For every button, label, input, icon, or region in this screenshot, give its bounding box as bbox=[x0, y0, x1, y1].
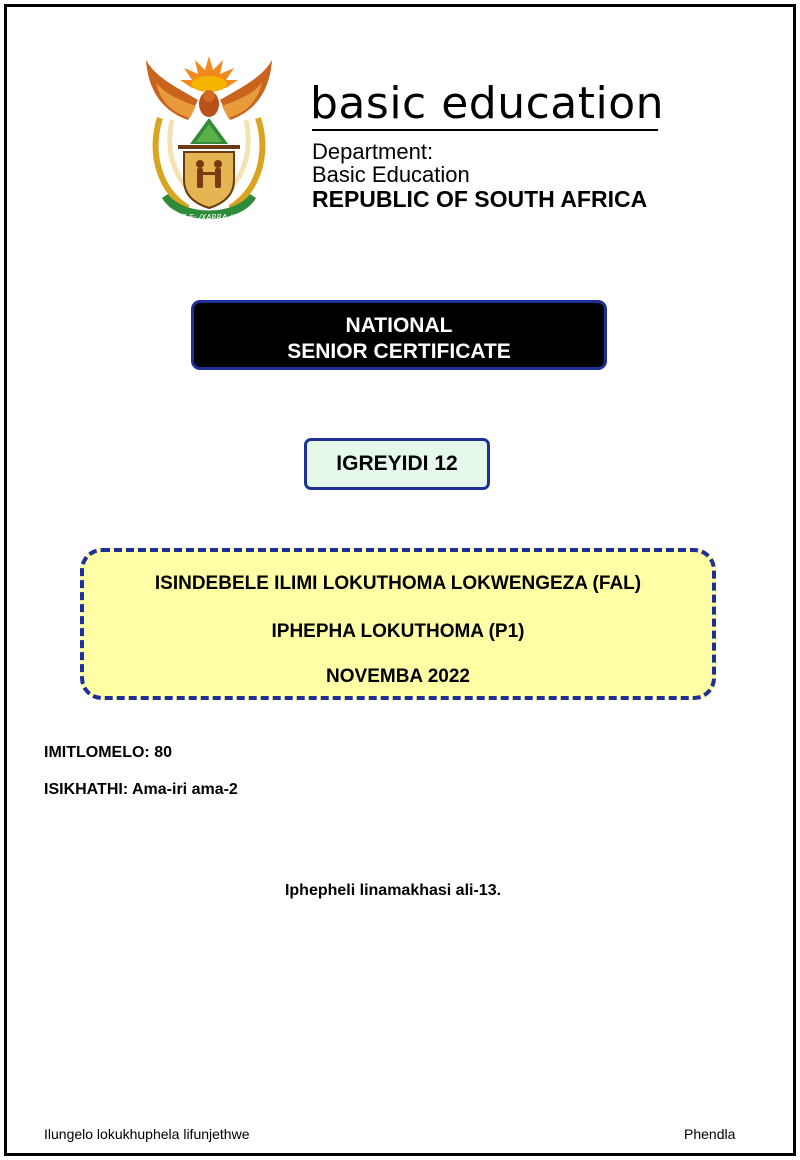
grade-badge: IGREYIDI 12 bbox=[304, 438, 490, 490]
country-name: REPUBLIC OF SOUTH AFRICA bbox=[312, 186, 648, 212]
subject-panel bbox=[80, 548, 716, 700]
marks-info: IMITLOMELO: 80 bbox=[44, 744, 172, 761]
department-label: Department: bbox=[312, 139, 434, 164]
subject-title: ISINDEBELE ILIMI LOKUTHOMA LOKWENGEZA (FAL) bbox=[154, 573, 642, 594]
copyright-notice: Ilungelo lokukhuphela lifunjethwe bbox=[44, 1126, 250, 1142]
time-info: ISIKHATHI: Ama-iri ama-2 bbox=[44, 781, 238, 798]
crest-motto: !KE E: /XARRA //KE bbox=[173, 213, 245, 222]
certificate-line-1: NATIONAL bbox=[345, 314, 453, 337]
department-name: Basic Education bbox=[312, 162, 470, 187]
brand-underline bbox=[312, 129, 658, 131]
coat-of-arms-logo bbox=[138, 48, 280, 228]
sun-icon bbox=[180, 56, 238, 92]
paper-number: IPHEPHA LOKUTHOMA (P1) bbox=[271, 621, 525, 642]
turn-over-label: Phendla bbox=[684, 1126, 736, 1142]
brand-title: basic education bbox=[310, 78, 665, 129]
page-count-note: Iphepheli linamakhasi ali-13. bbox=[284, 882, 502, 899]
exam-date: NOVEMBA 2022 bbox=[326, 666, 470, 687]
certificate-banner bbox=[191, 300, 607, 370]
certificate-line-2: SENIOR CERTIFICATE bbox=[287, 340, 511, 363]
